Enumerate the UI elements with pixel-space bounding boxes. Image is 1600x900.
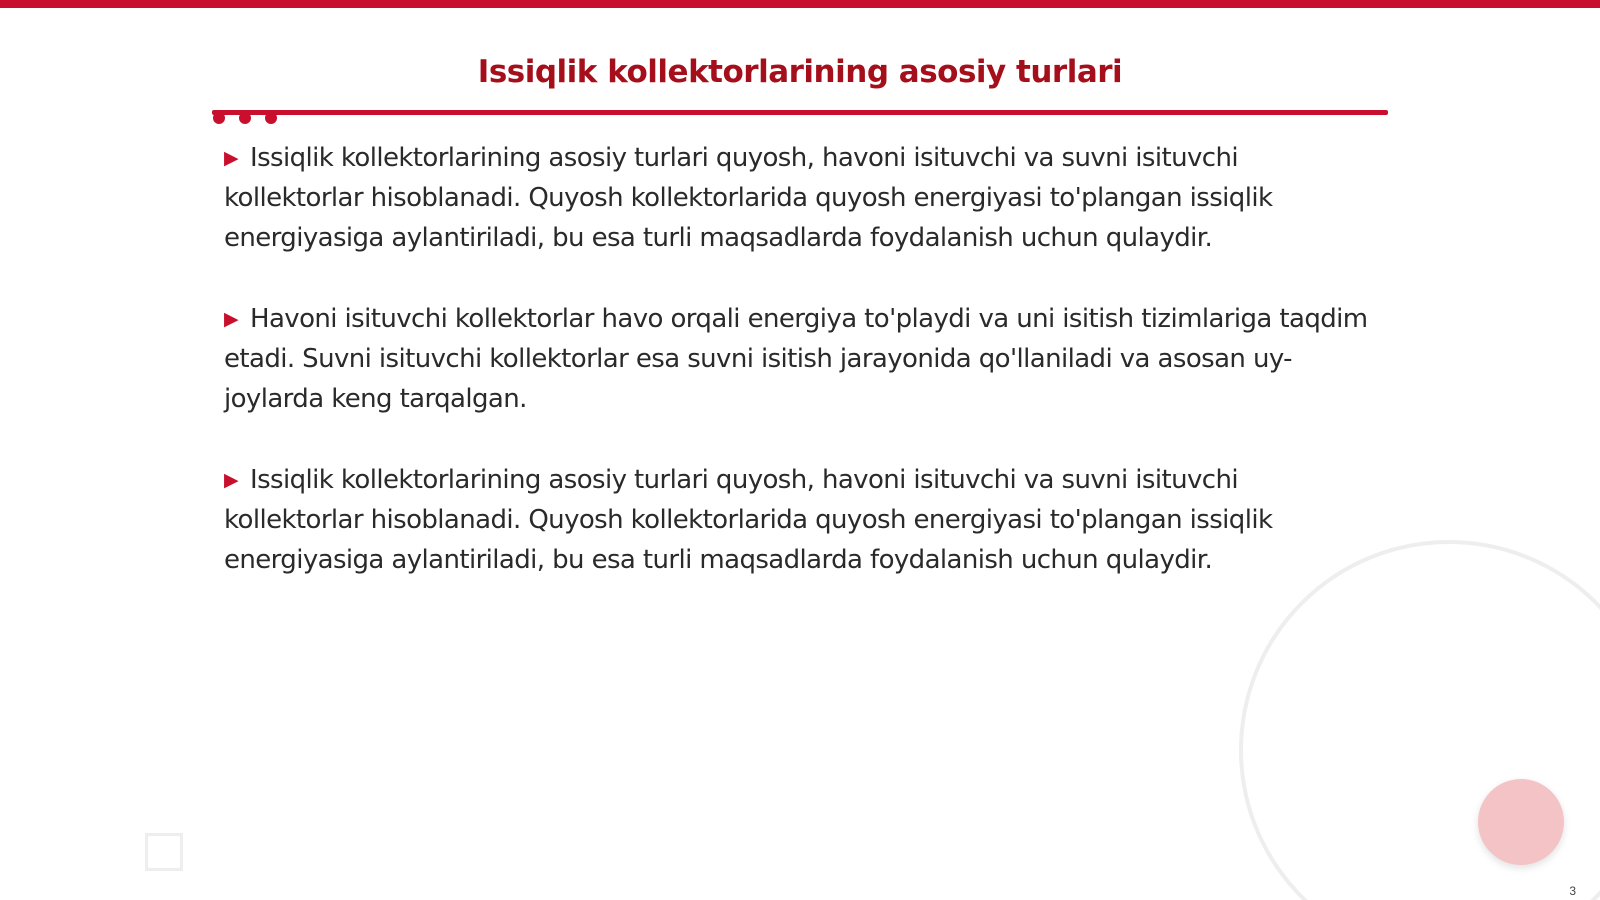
page-number: 3 [1569,884,1576,898]
decorative-square-outline [145,833,183,871]
decorative-dot [239,112,251,124]
bullet-item [224,460,1374,580]
bullet-text: Issiqlik kollektorlarining asosiy turlari quyosh, havoni isituvchi va suvni isituvchi kollektorlar hisoblanadi. Quyosh kollektorlarida quyosh energiyasi to'plangan issiqlik energiyasiga aylantiriladi, bu esa turli maqsadlarda foydalanish uchun qulaydir. [224,465,1273,575]
right-triangle-icon: ▶ [224,147,239,169]
right-triangle-icon: ▶ [224,308,239,330]
bullet-text: Issiqlik kollektorlarining asosiy turlari quyosh, havoni isituvchi va suvni isituvchi kollektorlar hisoblanadi. Quyosh kollektorlarida quyosh energiyasi to'plangan issiqlik energiyasiga aylantiriladi, bu esa turli maqsadlarda foydalanish uchun qulaydir. [224,143,1273,253]
bullet-item [224,299,1374,419]
slide-title: Issiqlik kollektorlarining asosiy turlari [477,54,1123,90]
decorative-dot [213,112,225,124]
bullet-item [224,138,1374,258]
right-triangle-icon: ▶ [224,469,239,491]
decorative-pink-circle [1478,779,1564,865]
bullet-text: Havoni isituvchi kollektorlar havo orqali energiya to'playdi va uni isitish tizimlariga taqdim etadi. Suvni isituvchi kollektorlar esa suvni isitish jarayonida qo'llaniladi va asosan uy-joylarda keng tarqalgan. [224,304,1368,414]
top-accent-bar [0,0,1600,8]
title-underline [212,110,1388,115]
decorative-dot [265,112,277,124]
bullet-list [224,138,1374,621]
